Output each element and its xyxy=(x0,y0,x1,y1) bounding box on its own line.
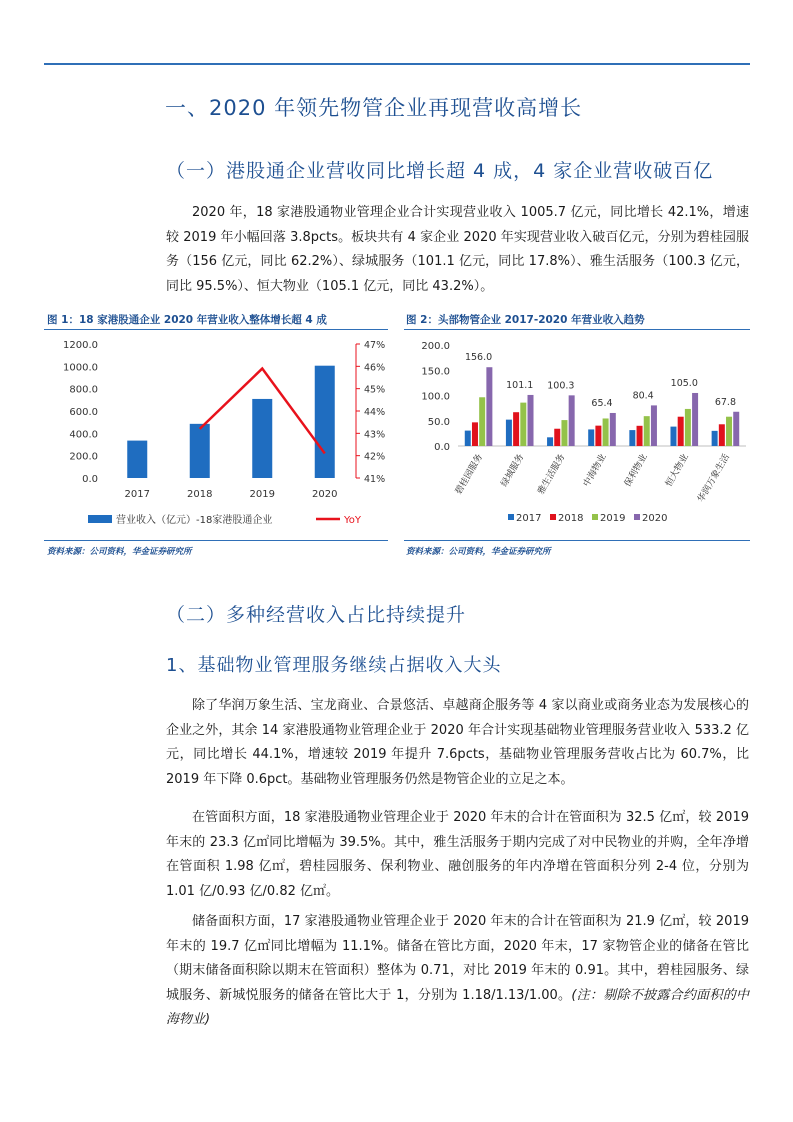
bar-2020 xyxy=(733,412,739,446)
x-axis-tick-label: 2017 xyxy=(124,489,150,500)
section-1-title: （一）港股通企业营收同比增长超 4 成，4 家企业营收破百亿 xyxy=(166,160,714,182)
revenue-bar xyxy=(315,366,335,478)
y-axis-tick-label: 50.0 xyxy=(427,416,450,428)
y2-axis-tick-label: 41% xyxy=(364,474,386,485)
legend-label-2019: 2019 xyxy=(600,513,626,524)
x-axis-tick-label: 绿城服务 xyxy=(499,452,527,489)
bar-2017 xyxy=(712,431,718,446)
figure-1-source: 资料来源：公司资料，华金证券研究所 xyxy=(47,547,192,557)
main-heading: 一、2020 年领先物管企业再现营收高增长 xyxy=(165,96,583,120)
y-axis-tick-label: 0.0 xyxy=(434,442,450,453)
bar-2020 xyxy=(692,393,698,446)
figure-2-top-rule xyxy=(404,329,750,330)
bar-2019 xyxy=(644,416,650,446)
data-label-2020: 67.8 xyxy=(714,396,737,408)
x-axis-tick-label: 碧桂园服务 xyxy=(454,452,486,497)
paragraph-4-note: (注：剔除不披露合约面积的中海物业) xyxy=(166,987,749,1027)
x-axis-tick-label: 恒大物业 xyxy=(664,452,691,489)
figure-1-bottom-rule xyxy=(44,540,388,541)
figure-1-chart xyxy=(44,332,394,538)
y2-axis-tick-label: 42% xyxy=(364,451,386,463)
y-axis-tick-label: 800.0 xyxy=(69,384,98,396)
bar-2018 xyxy=(678,417,684,446)
bar-2019 xyxy=(479,397,485,446)
data-label-2020: 100.3 xyxy=(547,380,575,392)
bar-2020 xyxy=(569,395,575,446)
data-label-2020: 65.4 xyxy=(591,397,613,409)
bar-2017 xyxy=(465,431,471,446)
x-axis-tick-label: 2019 xyxy=(249,489,275,500)
x-axis-tick-label: 雅生活服务 xyxy=(536,452,568,497)
paragraph-2-text: 除了华润万象生活、宝龙商业、合景悠活、卓越商企服务等 4 家以商业或商务业态为发展核心的企业之外，其余 14 家港股通物业管理企业于 2020 年合计实现基础物业管理服务营业收入 533.2 亿元，同比增长 44.1%，增速较 2019 年提升 7.6pcts，基础物业管理服务营收占比为 60.7%，比 2019 年下降 0.6pct。基础物业管理服务仍然是物管企业的立足之本。 xyxy=(166,698,749,787)
revenue-bar xyxy=(190,424,210,478)
figure-1-title: 图 1：18 家港股通企业 2020 年营业收入整体增长超 4 成 xyxy=(47,314,327,326)
figure-2-chart xyxy=(404,332,750,538)
bar-2020 xyxy=(610,413,616,446)
data-label-2020: 80.4 xyxy=(632,390,654,402)
bar-2019 xyxy=(685,409,691,446)
bar-2019 xyxy=(561,420,567,446)
section-2-title: （二）多种经营收入占比持续提升 xyxy=(166,604,467,626)
bar-2020 xyxy=(651,405,657,446)
legend-label-2018: 2018 xyxy=(558,513,584,524)
figure-2-bottom-rule xyxy=(404,540,750,541)
legend-swatch-2018 xyxy=(550,514,556,520)
bar-2019 xyxy=(603,418,609,446)
x-axis-tick-label: 保利物业 xyxy=(623,452,650,489)
bar-2018 xyxy=(554,429,560,446)
x-axis-tick-label: 中海物业 xyxy=(581,452,609,489)
bar-2018 xyxy=(472,422,478,446)
legend-swatch-2020 xyxy=(634,514,640,520)
paragraph-4 xyxy=(166,910,749,1033)
legend-yoy-label: YoY xyxy=(344,515,362,526)
y-axis-tick-label: 200.0 xyxy=(421,341,450,352)
y-axis-tick-label: 150.0 xyxy=(421,366,450,378)
bar-2017 xyxy=(670,427,676,446)
figure-2-source: 资料来源：公司资料，华金证券研究所 xyxy=(406,547,551,557)
x-axis-tick-label: 2018 xyxy=(187,489,213,500)
y2-axis-tick-label: 44% xyxy=(364,407,386,418)
figure-1-top-rule xyxy=(44,329,388,330)
legend-revenue-label: 营业收入（亿元）-18家港股通企业 xyxy=(116,515,273,526)
y-axis-tick-label: 1200.0 xyxy=(63,340,98,351)
y2-axis-tick-label: 43% xyxy=(364,429,386,441)
y2-axis-tick-label: 47% xyxy=(364,340,386,351)
legend-label-2017: 2017 xyxy=(516,513,542,524)
bar-2019 xyxy=(520,403,526,446)
bar-2020 xyxy=(486,367,492,446)
revenue-bar xyxy=(127,441,147,478)
paragraph-3 xyxy=(166,806,749,904)
y-axis-tick-label: 100.0 xyxy=(421,391,450,403)
bar-2017 xyxy=(629,430,635,446)
figure-2-title: 图 2：头部物管企业 2017-2020 年营业收入趋势 xyxy=(406,314,645,326)
paragraph-1 xyxy=(166,201,749,299)
x-axis-tick-label: 华润万象生活 xyxy=(696,452,733,505)
data-label-2020: 156.0 xyxy=(464,352,493,364)
data-label-2020: 101.1 xyxy=(506,379,534,391)
revenue-bar xyxy=(252,399,272,478)
paragraph-4-text: 储备面积方面，17 家港股通物业管理企业于 2020 年末的合计在管面积为 21.9 亿㎡，较 2019 年末的 19.7 亿㎡同比增幅为 11.1%。储备在管比方面，2020 年末，17 家物管企业的储备在管比（期末储备面积除以期末在管面积）整体为 0.71，对比 2019 年末的 0.91。其中，碧桂园服务、绿城服务、新城悦服务的储备在管比大于 1，分别为 1.18/1.13/1.00。 xyxy=(166,914,749,1003)
x-axis-tick-label: 2020 xyxy=(312,489,338,500)
bar-2018 xyxy=(513,412,519,446)
bar-2017 xyxy=(588,429,594,446)
y2-axis-tick-label: 46% xyxy=(364,362,386,374)
bar-2017 xyxy=(547,437,553,446)
paragraph-2 xyxy=(166,694,749,792)
paragraph-3-text: 在管面积方面，18 家港股通物业管理企业于 2020 年末的合计在管面积为 32.5 亿㎡，较 2019 年末的 23.3 亿㎡同比增幅为 39.5%。其中，雅生活服务于期内完成了对中民物业的并购，全年净增在管面积 1.98 亿㎡，碧桂园服务、保利物业、融创服务的年内净增在管面积分列 2-4 位，分别为 1.01 亿/0.93 亿/0.82 亿㎡。 xyxy=(166,810,749,899)
subsection-1-title: 1、基础物业管理服务继续占据收入大头 xyxy=(166,655,502,676)
y2-axis-tick-label: 45% xyxy=(364,384,386,396)
legend-swatch-2017 xyxy=(508,514,514,520)
legend-revenue-swatch xyxy=(88,515,112,523)
y-axis-tick-label: 0.0 xyxy=(82,474,98,485)
data-label-2020: 105.0 xyxy=(670,377,698,389)
bar-2017 xyxy=(506,420,512,446)
legend-swatch-2019 xyxy=(592,514,598,520)
bar-2020 xyxy=(528,395,534,446)
bar-2018 xyxy=(719,424,725,446)
bar-2018 xyxy=(637,426,643,446)
y-axis-tick-label: 1000.0 xyxy=(63,362,98,374)
bar-2018 xyxy=(595,426,601,446)
legend-label-2020: 2020 xyxy=(642,513,668,524)
bar-2019 xyxy=(726,417,732,446)
paragraph-1-text: 2020 年，18 家港股通物业管理企业合计实现营业收入 1005.7 亿元，同比增长 42.1%，增速较 2019 年小幅回落 3.8pcts。板块共有 4 家企业 2020 年实现营业收入破百亿元，分别为碧桂园服务（156 亿元，同比 62.2%）、绿城服务（101.1 亿元，同比 17.8%）、雅生活服务（100.3 亿元，同比 95.5%）、恒大物业（105.1 亿元，同比 43.2%）。 xyxy=(166,205,749,294)
header-rule xyxy=(44,63,750,65)
y-axis-tick-label: 200.0 xyxy=(69,451,98,463)
y-axis-tick-label: 600.0 xyxy=(69,407,98,418)
y-axis-tick-label: 400.0 xyxy=(69,429,98,441)
